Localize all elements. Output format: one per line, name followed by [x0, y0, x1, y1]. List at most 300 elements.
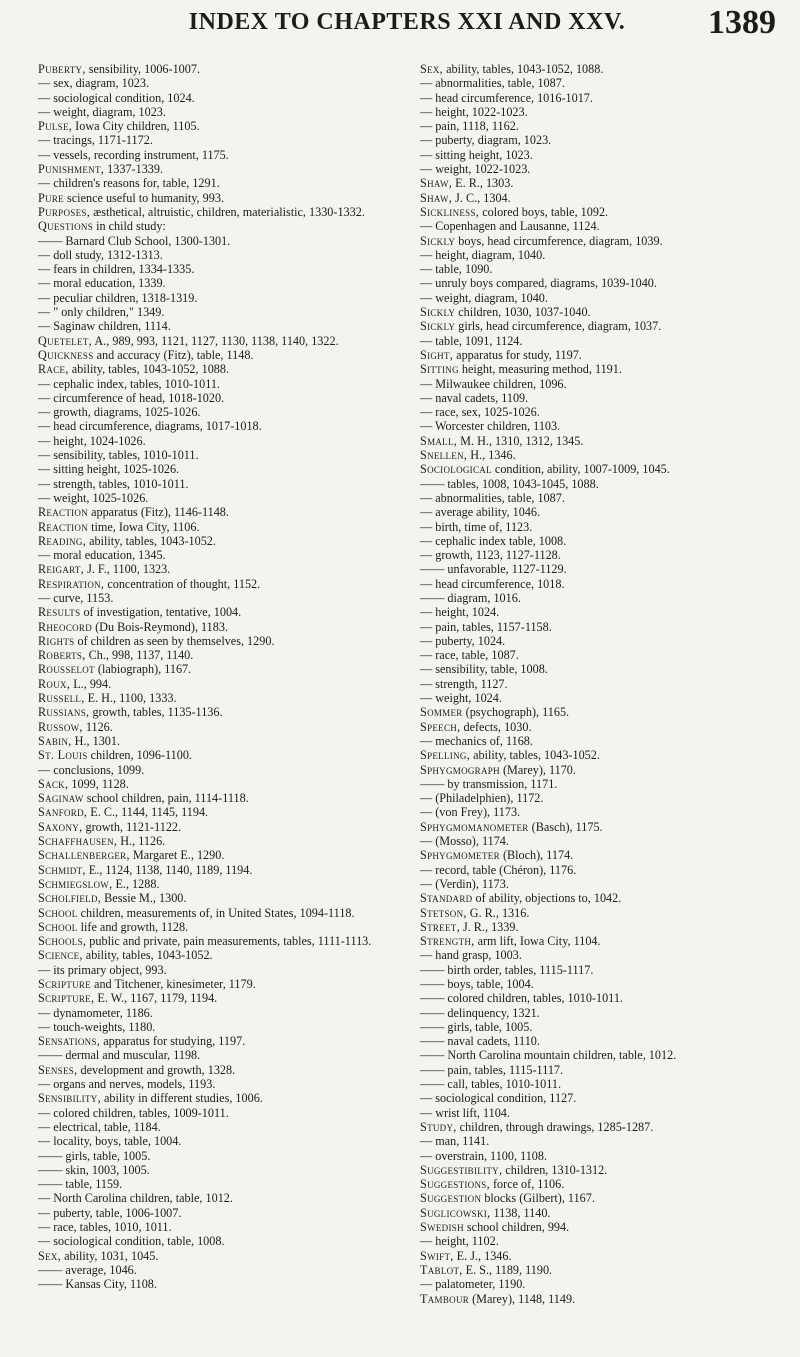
index-text: — table, 1091, 1124.	[420, 333, 523, 348]
index-heading: Scripture,	[38, 991, 95, 1006]
index-entry	[420, 448, 776, 462]
index-entry	[420, 820, 776, 834]
index-entry	[38, 991, 386, 1005]
index-heading: Rights	[38, 633, 75, 648]
index-entry	[420, 977, 776, 991]
index-entry	[420, 1206, 776, 1220]
index-text: force of, 1106.	[489, 1177, 565, 1192]
index-entry	[420, 191, 776, 205]
index-entry	[38, 877, 386, 891]
index-entry	[420, 76, 776, 90]
index-text: —— diagram, 1016.	[420, 590, 521, 605]
index-entry	[38, 848, 386, 862]
index-heading: Tambour	[420, 1291, 470, 1306]
index-text: —— colored children, tables, 1010-1011.	[420, 991, 623, 1006]
index-entry	[38, 1163, 386, 1177]
index-heading: Sabin,	[38, 733, 72, 748]
index-heading: Strength,	[420, 934, 475, 949]
index-text: H., 1126.	[117, 834, 166, 849]
index-entry	[420, 1063, 776, 1077]
index-text: A., 989, 993, 1121, 1127, 1130, 1138, 1140, 1322.	[92, 333, 339, 348]
index-text: — growth, diagrams, 1025-1026.	[38, 405, 201, 420]
index-text: —— by transmission, 1171.	[420, 776, 558, 791]
index-entry	[38, 348, 386, 362]
index-text: apparatus for study, 1197.	[453, 347, 582, 362]
index-heading: Roux,	[38, 676, 71, 691]
index-heading: Study,	[420, 1119, 457, 1134]
index-heading: Standard	[420, 891, 473, 906]
index-entry	[420, 605, 776, 619]
index-entry	[38, 234, 386, 248]
index-text: — sitting height, 1023.	[420, 147, 533, 162]
index-entry	[38, 1106, 386, 1120]
index-heading: Sphygmomanometer	[420, 819, 529, 834]
index-heading: Sanford,	[38, 805, 88, 820]
index-text: — touch-weights, 1180.	[38, 1019, 156, 1034]
index-entry	[38, 191, 386, 205]
index-text: — moral education, 1339.	[38, 276, 166, 291]
index-entry	[38, 133, 386, 147]
index-entry	[420, 1020, 776, 1034]
index-heading: Shaw,	[420, 190, 453, 205]
index-entry	[38, 462, 386, 476]
index-text: — race, tables, 1010, 1011.	[38, 1220, 172, 1235]
index-entry	[38, 219, 386, 233]
index-text: — (Mosso), 1174.	[420, 834, 509, 849]
index-text: — vessels, recording instrument, 1175.	[38, 147, 229, 162]
index-entry	[38, 305, 386, 319]
index-entry	[420, 677, 776, 691]
index-columns	[38, 62, 776, 1306]
index-entry	[38, 820, 386, 834]
index-entry	[38, 1206, 386, 1220]
index-text: — tracings, 1171-1172.	[38, 133, 153, 148]
index-text: — North Carolina children, table, 1012.	[38, 1191, 233, 1206]
index-text: 1337-1339.	[104, 162, 164, 177]
index-text: — sensibility, table, 1008.	[420, 662, 548, 677]
index-text: science useful to humanity, 993.	[63, 190, 224, 205]
index-text: E. J., 1346.	[453, 1248, 512, 1263]
index-text: — cephalic index, tables, 1010-1011.	[38, 376, 220, 391]
index-entry	[420, 891, 776, 905]
index-entry	[38, 1134, 386, 1148]
index-text: — sociological condition, 1024.	[38, 90, 195, 105]
index-heading: Suglicowski,	[420, 1205, 491, 1220]
index-entry	[420, 205, 776, 219]
index-entry	[420, 734, 776, 748]
index-text: — average ability, 1046.	[420, 505, 541, 520]
index-text: M. H., 1310, 1312, 1345.	[457, 433, 584, 448]
index-entry	[38, 91, 386, 105]
index-entry	[38, 834, 386, 848]
index-entry	[38, 520, 386, 534]
index-entry	[38, 1120, 386, 1134]
index-heading: Quetelet,	[38, 333, 93, 348]
index-entry	[420, 577, 776, 591]
index-text: Iowa City children, 1105.	[72, 119, 200, 134]
index-text: (psychograph), 1165.	[462, 705, 570, 720]
index-text: Margaret E., 1290.	[129, 848, 225, 863]
index-text: E. S., 1189, 1190.	[462, 1262, 553, 1277]
index-text: — record, table (Chéron), 1176.	[420, 862, 577, 877]
index-text: colored boys, table, 1092.	[479, 204, 609, 219]
index-entry	[38, 1191, 386, 1205]
index-text: 1138, 1140.	[490, 1205, 551, 1220]
index-text: ability in different studies, 1006.	[100, 1091, 263, 1106]
index-text: development and growth, 1328.	[77, 1062, 236, 1077]
index-entry	[420, 1077, 776, 1091]
index-entry	[420, 491, 776, 505]
index-text: E. W., 1167, 1179, 1194.	[94, 991, 218, 1006]
index-text: —— table, 1159.	[38, 1177, 123, 1192]
index-text: —— naval cadets, 1110.	[420, 1034, 540, 1049]
index-text: — sitting height, 1025-1026.	[38, 462, 180, 477]
index-entry	[38, 534, 386, 548]
index-text: and Titchener, kinesimeter, 1179.	[90, 977, 256, 991]
index-text: — children's reasons for, table, 1291.	[38, 176, 220, 191]
index-entry	[38, 1277, 386, 1291]
index-heading: Schmidt,	[38, 862, 86, 877]
index-heading: Russell,	[38, 691, 85, 706]
index-text: height, measuring method, 1191.	[458, 362, 622, 377]
index-heading: Sack,	[38, 776, 69, 791]
index-text: — sex, diagram, 1023.	[38, 76, 150, 91]
index-entry	[420, 1234, 776, 1248]
index-entry	[420, 1263, 776, 1277]
index-text: growth, tables, 1135-1136.	[89, 705, 223, 720]
index-heading: Tablot,	[420, 1262, 463, 1277]
index-heading: Puberty,	[38, 62, 86, 76]
index-entry	[420, 748, 776, 762]
index-entry	[420, 934, 776, 948]
index-text: E., 1288.	[112, 876, 160, 891]
index-text: girls, head circumference, diagram, 1037.	[455, 319, 662, 334]
index-entry	[420, 434, 776, 448]
index-entry	[38, 505, 386, 519]
index-heading: Sociological	[420, 462, 492, 477]
index-entry	[420, 591, 776, 605]
index-text: — moral education, 1345.	[38, 548, 166, 563]
index-text: J. C., 1304.	[452, 190, 511, 205]
index-entry	[38, 648, 386, 662]
index-text: 1126.	[82, 719, 113, 734]
index-entry	[420, 906, 776, 920]
index-heading: Suggestions,	[420, 1177, 490, 1192]
index-text: — (von Frey), 1173.	[420, 805, 521, 820]
index-heading: Scholfield,	[38, 891, 102, 906]
index-heading: Reading,	[38, 533, 87, 548]
index-text: —— Kansas City, 1108.	[38, 1277, 157, 1292]
index-text: — race, table, 1087.	[420, 648, 519, 663]
index-text: and accuracy (Fitz), table, 1148.	[93, 347, 254, 362]
index-heading: Schaffhausen,	[38, 834, 118, 849]
index-text: — table, 1090.	[420, 262, 493, 277]
index-heading: Purposes,	[38, 204, 91, 219]
index-text: — weight, 1024.	[420, 691, 502, 706]
index-entry	[420, 348, 776, 362]
index-entry	[420, 334, 776, 348]
index-text: — birth, time of, 1123.	[420, 519, 533, 534]
index-text: — sociological condition, table, 1008.	[38, 1234, 225, 1249]
index-text: — its primary object, 993.	[38, 962, 167, 977]
index-text: growth, 1121-1122.	[82, 819, 182, 834]
index-text: — locality, boys, table, 1004.	[38, 1134, 182, 1149]
index-entry	[420, 534, 776, 548]
index-entry	[420, 662, 776, 676]
index-heading: Suggestion	[420, 1191, 482, 1206]
index-text: — naval cadets, 1109.	[420, 390, 529, 405]
index-heading: Questions	[38, 219, 94, 234]
index-text: life and growth, 1128.	[77, 919, 189, 934]
index-text: —— tables, 1008, 1043-1045, 1088.	[420, 476, 599, 491]
index-entry	[420, 963, 776, 977]
index-entry	[38, 105, 386, 119]
index-entry	[420, 1220, 776, 1234]
index-heading: Russians,	[38, 705, 90, 720]
index-entry	[420, 1277, 776, 1291]
index-text: sensibility, 1006-1007.	[85, 62, 200, 76]
index-entry	[38, 562, 386, 576]
page-header	[38, 0, 776, 62]
index-text: — mechanics of, 1168.	[420, 733, 533, 748]
index-entry	[38, 176, 386, 190]
index-text: (Basch), 1175.	[528, 819, 603, 834]
index-heading: Sickly	[420, 319, 456, 334]
index-entry	[420, 62, 776, 76]
index-entry	[38, 763, 386, 777]
index-text: — conclusions, 1099.	[38, 762, 145, 777]
index-text: — overstrain, 1100, 1108.	[420, 1148, 548, 1163]
index-entry	[420, 763, 776, 777]
index-heading: Rousselot	[38, 662, 95, 677]
index-heading: Rheocord	[38, 619, 93, 634]
index-text: — height, 1024.	[420, 605, 500, 620]
index-entry	[420, 262, 776, 276]
index-entry	[420, 162, 776, 176]
index-text: —— average, 1046.	[38, 1262, 137, 1277]
index-entry	[420, 777, 776, 791]
index-text: — palatometer, 1190.	[420, 1277, 526, 1292]
index-entry	[420, 248, 776, 262]
index-entry	[38, 920, 386, 934]
index-heading: Sex,	[420, 62, 444, 76]
index-entry	[420, 462, 776, 476]
index-entry	[420, 219, 776, 233]
index-text: — growth, 1123, 1127-1128.	[420, 548, 561, 563]
index-text: concentration of thought, 1152.	[104, 576, 261, 591]
index-text: apparatus (Fitz), 1146-1148.	[88, 505, 229, 520]
index-text: children, 1096-1100.	[87, 748, 192, 763]
index-entry	[420, 805, 776, 819]
index-heading: Snellen,	[420, 448, 468, 463]
index-text: condition, ability, 1007-1009, 1045.	[491, 462, 670, 477]
index-heading: Sommer	[420, 705, 463, 720]
index-entry	[420, 1048, 776, 1062]
index-heading: Reigart,	[38, 562, 85, 577]
index-entry	[420, 520, 776, 534]
index-text: — hand grasp, 1003.	[420, 948, 522, 963]
index-entry	[420, 234, 776, 248]
index-entry	[420, 477, 776, 491]
index-text: — height, 1024-1026.	[38, 433, 146, 448]
index-heading: Saginaw	[38, 791, 84, 806]
index-text: — weight, diagram, 1023.	[38, 104, 166, 119]
index-text: — dynamometer, 1186.	[38, 1005, 153, 1020]
index-text: (Du Bois-Reymond), 1183.	[92, 619, 229, 634]
index-heading: Sickliness,	[420, 204, 480, 219]
index-entry	[38, 1034, 386, 1048]
index-entry	[38, 734, 386, 748]
index-heading: Senses,	[38, 1062, 78, 1077]
index-text: (Marey), 1148, 1149.	[469, 1291, 576, 1306]
index-text: —— birth order, tables, 1115-1117.	[420, 962, 594, 977]
index-entry	[420, 634, 776, 648]
index-heading: School	[38, 905, 78, 920]
index-heading: Pure	[38, 190, 64, 205]
index-entry	[38, 791, 386, 805]
index-entry	[420, 505, 776, 519]
index-heading: Respiration,	[38, 576, 105, 591]
index-text: — race, sex, 1025-1026.	[420, 405, 540, 420]
index-text: H., 1346.	[467, 448, 516, 463]
index-text: — Milwaukee children, 1096.	[420, 376, 567, 391]
running-head: INDEX TO CHAPTERS XXI AND XXV.	[188, 9, 626, 35]
index-entry	[420, 720, 776, 734]
index-heading: Scripture	[38, 977, 91, 991]
index-text: H., 1301.	[71, 733, 121, 748]
index-entry	[420, 291, 776, 305]
index-entry	[38, 977, 386, 991]
index-entry	[38, 448, 386, 462]
left-column	[38, 62, 386, 1306]
index-entry	[420, 1163, 776, 1177]
index-text: arm lift, Iowa City, 1104.	[474, 934, 601, 949]
index-text: — puberty, table, 1006-1007.	[38, 1205, 182, 1220]
index-text: J. R., 1339.	[459, 919, 519, 934]
index-heading: School	[38, 919, 78, 934]
index-text: — peculiar children, 1318-1319.	[38, 290, 198, 305]
index-text: — puberty, 1024.	[420, 633, 506, 648]
index-entry	[420, 548, 776, 562]
index-entry	[420, 1134, 776, 1148]
index-entry	[38, 248, 386, 262]
index-text: E. H., 1100, 1333.	[84, 691, 177, 706]
index-text: — sensibility, tables, 1010-1011.	[38, 448, 199, 463]
index-text: — head circumference, diagrams, 1017-1018.	[38, 419, 262, 434]
index-text: — height, diagram, 1040.	[420, 247, 546, 262]
index-entry	[38, 677, 386, 691]
index-text: —— delinquency, 1321.	[420, 1005, 540, 1020]
index-text: — puberty, diagram, 1023.	[420, 133, 552, 148]
index-heading: Schmiegslow,	[38, 876, 113, 891]
index-entry	[420, 119, 776, 133]
index-entry	[38, 291, 386, 305]
index-entry	[38, 434, 386, 448]
index-heading: Reaction	[38, 519, 89, 534]
index-text: —— boys, table, 1004.	[420, 977, 534, 991]
index-entry	[38, 1263, 386, 1277]
index-entry	[38, 748, 386, 762]
index-text: L., 994.	[70, 676, 112, 691]
index-text: — organs and nerves, models, 1193.	[38, 1077, 216, 1092]
index-entry	[38, 62, 386, 76]
index-entry	[420, 1249, 776, 1263]
index-text: E. R., 1303.	[452, 176, 514, 191]
index-heading: Punishment,	[38, 162, 105, 177]
index-entry	[38, 605, 386, 619]
index-text: — " only children," 1349.	[38, 305, 165, 320]
index-entry	[38, 891, 386, 905]
index-entry	[420, 1006, 776, 1020]
page-number: 1389	[708, 4, 776, 41]
index-entry	[420, 562, 776, 576]
index-text: — doll study, 1312-1313.	[38, 247, 163, 262]
index-entry	[38, 863, 386, 877]
index-entry	[420, 834, 776, 848]
index-text: ability, tables, 1043-1052, 1088.	[443, 62, 604, 76]
index-text: — weight, 1025-1026.	[38, 490, 149, 505]
index-text: (labiograph), 1167.	[94, 662, 192, 677]
index-text: — pain, 1118, 1162.	[420, 119, 519, 134]
index-text: (Bloch), 1174.	[499, 848, 574, 863]
index-heading: Stetson,	[420, 905, 467, 920]
index-entry	[38, 1006, 386, 1020]
index-text: — (Philadelphien), 1172.	[420, 791, 544, 806]
index-text: ability, tables, 1043-1052, 1088.	[68, 362, 230, 377]
index-entry	[420, 176, 776, 190]
index-entry	[420, 1149, 776, 1163]
index-heading: Swedish	[420, 1220, 464, 1235]
index-heading: Sensibility,	[38, 1091, 101, 1106]
index-entry	[38, 620, 386, 634]
index-text: — colored children, tables, 1009-1011.	[38, 1105, 229, 1120]
index-heading: Quickness	[38, 347, 94, 362]
index-entry	[420, 405, 776, 419]
index-text: Bessie M., 1300.	[101, 891, 187, 906]
index-heading: Sex,	[38, 1248, 62, 1263]
index-entry	[420, 377, 776, 391]
index-entry	[38, 162, 386, 176]
index-entry	[420, 648, 776, 662]
index-text: — wrist lift, 1104.	[420, 1105, 510, 1120]
index-text: — height, 1022-1023.	[420, 104, 528, 119]
index-text: — circumference of head, 1018-1020.	[38, 390, 225, 405]
index-text: J. F., 1100, 1323.	[84, 562, 171, 577]
index-text: boys, head circumference, diagram, 1039.	[455, 233, 663, 248]
index-entry	[420, 863, 776, 877]
index-heading: Sickly	[420, 233, 456, 248]
index-heading: Spelling,	[420, 748, 471, 763]
index-text: — cephalic index table, 1008.	[420, 533, 567, 548]
index-text: — electrical, table, 1184.	[38, 1119, 161, 1134]
index-text: —— dermal and muscular, 1198.	[38, 1048, 201, 1063]
index-entry	[38, 205, 386, 219]
index-entry	[38, 1020, 386, 1034]
index-entry	[38, 377, 386, 391]
index-heading: Results	[38, 605, 81, 620]
index-entry	[38, 805, 386, 819]
index-entry	[420, 1191, 776, 1205]
index-text: —— call, tables, 1010-1011.	[420, 1077, 562, 1092]
index-heading: Small,	[420, 433, 458, 448]
index-text: apparatus for studying, 1197.	[100, 1034, 246, 1049]
index-entry	[38, 963, 386, 977]
index-entry	[38, 948, 386, 962]
index-text: — height, 1102.	[420, 1234, 499, 1249]
index-entry	[38, 1048, 386, 1062]
index-heading: Reaction	[38, 505, 89, 520]
index-text: — abnormalities, table, 1087.	[420, 76, 565, 91]
